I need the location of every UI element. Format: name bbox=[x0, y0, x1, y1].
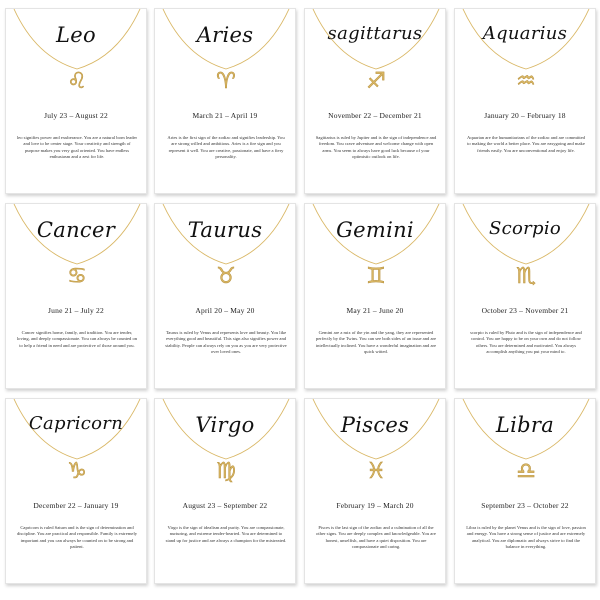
sign-description: leo signifies power and exuberance. You are a natural born leader and love to be center stage. Your creativity and strength of purpose makes you very goal oriented. You have endless enthusiasm and a zest for life. bbox=[16, 135, 138, 160]
zodiac-card-scorpio bbox=[454, 203, 596, 389]
taurus-glyph-icon bbox=[209, 258, 243, 292]
date-range: May 21 – June 20 bbox=[346, 306, 404, 315]
sign-description: scorpio is ruled by Pluto and is the sign of independence and control. You are happy to be on your own and do not follow others. You are determined and motivated. You always accomplish anything you put your mind to. bbox=[470, 330, 582, 355]
date-range: April 20 – May 20 bbox=[195, 306, 255, 315]
sign-title: Aries bbox=[196, 23, 254, 47]
sign-description: Aries is the first sign of the zodiac and signifies leadership. You are strong willed and ambitious. Aries is a fire sign and you represent it well. You are creative, passionate, and have a fiery personality. bbox=[167, 135, 285, 160]
date-range: September 23 – October 22 bbox=[481, 501, 569, 510]
svg-text:♑: ♑ bbox=[67, 459, 87, 484]
sign-title: Aquarius bbox=[482, 23, 568, 44]
pisces-glyph-icon bbox=[359, 453, 393, 487]
date-range: June 21 – July 22 bbox=[48, 306, 104, 315]
leo-glyph-icon bbox=[60, 63, 94, 97]
sign-description: Sagittarius is ruled by Jupiter and is the sign of independence and freedom. You crave adventure and welcome change with open arms. You seem to always have good luck because of your optimistic outlook on life. bbox=[315, 135, 437, 160]
svg-text:♏: ♏ bbox=[516, 264, 536, 289]
sign-description: Cancer signifies home, family, and tradition. You are tender, loving, and deeply compassionate. You can always be counted on to help a friend in need and are protective of those around you. bbox=[16, 330, 138, 348]
scorpio-glyph-icon bbox=[509, 258, 543, 292]
virgo-glyph-icon bbox=[209, 453, 243, 487]
aquarius-glyph-icon bbox=[509, 63, 543, 97]
sign-description: Taurus is ruled by Venus and represents love and beauty. You like everything good and beautiful. This sign also signifies power and stability. People can always rely on you as you are very protective over loved ones. bbox=[165, 330, 287, 355]
svg-text:♓: ♓ bbox=[366, 459, 386, 484]
zodiac-card-cancer bbox=[5, 203, 147, 389]
zodiac-card-aquarius bbox=[454, 8, 596, 194]
zodiac-card-sagittarus bbox=[304, 8, 446, 194]
date-range: March 21 – April 19 bbox=[192, 111, 258, 120]
sign-description: Pisces is the last sign of the zodiac and a culmination of all the other signs. You are deeply complex and knowledgeable. You are honest, unselfish, and have a quiet disposition. You are compassionate and caring. bbox=[316, 525, 436, 550]
sagittarius-glyph-icon bbox=[359, 63, 393, 97]
gemini-glyph-icon bbox=[359, 258, 393, 292]
zodiac-card-capricorn bbox=[5, 398, 147, 584]
svg-text:♎: ♎ bbox=[516, 459, 536, 484]
zodiac-card-aries bbox=[154, 8, 296, 194]
date-range: December 22 – January 19 bbox=[33, 501, 119, 510]
svg-text:♌: ♌ bbox=[67, 69, 87, 94]
sign-title: Pisces bbox=[340, 413, 410, 437]
sign-description: Libra is ruled by the planet Venus and is the sign of love, passion and energy. You have a strong sense of justice and are extremely analytical. You are diplomatic and always strive to find the balance in everything. bbox=[466, 525, 586, 550]
svg-text:♐: ♐ bbox=[366, 69, 386, 94]
date-range: July 23 – August 22 bbox=[44, 111, 108, 120]
svg-text:♍: ♍ bbox=[216, 459, 236, 484]
date-range: February 19 – March 20 bbox=[336, 501, 414, 510]
sign-description: Aquarian are the humanitarians of the zodiac and are committed to making the world a better place. You are easygoing and make friends easily. You are unconventional and enjoy life. bbox=[467, 135, 585, 153]
sign-title: Taurus bbox=[187, 218, 263, 242]
date-range: January 20 – February 18 bbox=[484, 111, 566, 120]
svg-text:♊: ♊ bbox=[366, 264, 386, 289]
svg-text:♈: ♈ bbox=[216, 69, 236, 94]
sign-description: Gemini are a mix of the yin and the yang, they are represented perfectly by the Twins. You can see both sides of an issue and are intellectually inclined. You have a wonderful imagination and are quick witted. bbox=[315, 330, 437, 355]
date-range: August 23 – September 22 bbox=[182, 501, 268, 510]
sign-title: Capricorn bbox=[28, 413, 124, 434]
zodiac-card-taurus bbox=[154, 203, 296, 389]
zodiac-card-leo bbox=[5, 8, 147, 194]
svg-text:♉: ♉ bbox=[216, 264, 236, 289]
sign-title: Leo bbox=[56, 23, 96, 47]
aries-glyph-icon bbox=[209, 63, 243, 97]
date-range: November 22 – December 21 bbox=[328, 111, 422, 120]
cancer-glyph-icon bbox=[60, 258, 94, 292]
libra-glyph-icon bbox=[509, 453, 543, 487]
sign-title: Virgo bbox=[195, 413, 255, 437]
zodiac-card-pisces bbox=[304, 398, 446, 584]
capricorn-glyph-icon bbox=[60, 453, 94, 487]
sign-title: Cancer bbox=[36, 218, 116, 242]
sign-title: Libra bbox=[495, 413, 555, 437]
sign-description: Capricorn is ruled Saturn and is the sign of determination and discipline. You are practical and responsible. Family is extremely important and you can always be counted on to be strong and patient. bbox=[16, 525, 138, 550]
svg-text:♋: ♋ bbox=[67, 264, 87, 289]
zodiac-card-virgo bbox=[154, 398, 296, 584]
zodiac-card-libra bbox=[454, 398, 596, 584]
date-range: October 23 – November 21 bbox=[481, 306, 569, 315]
sign-title: sagittarus bbox=[327, 23, 423, 44]
svg-text:♒: ♒ bbox=[516, 69, 536, 94]
zodiac-card-gemini bbox=[304, 203, 446, 389]
sign-description: Virgo is the sign of idealism and purity. You are compassionate, nurturing, and extreme tender-hearted. You are determined to stand up for justice and are always a champion for the mistreated. bbox=[165, 525, 287, 543]
sign-title: Gemini bbox=[336, 218, 414, 242]
sign-title: Scorpio bbox=[488, 218, 562, 239]
